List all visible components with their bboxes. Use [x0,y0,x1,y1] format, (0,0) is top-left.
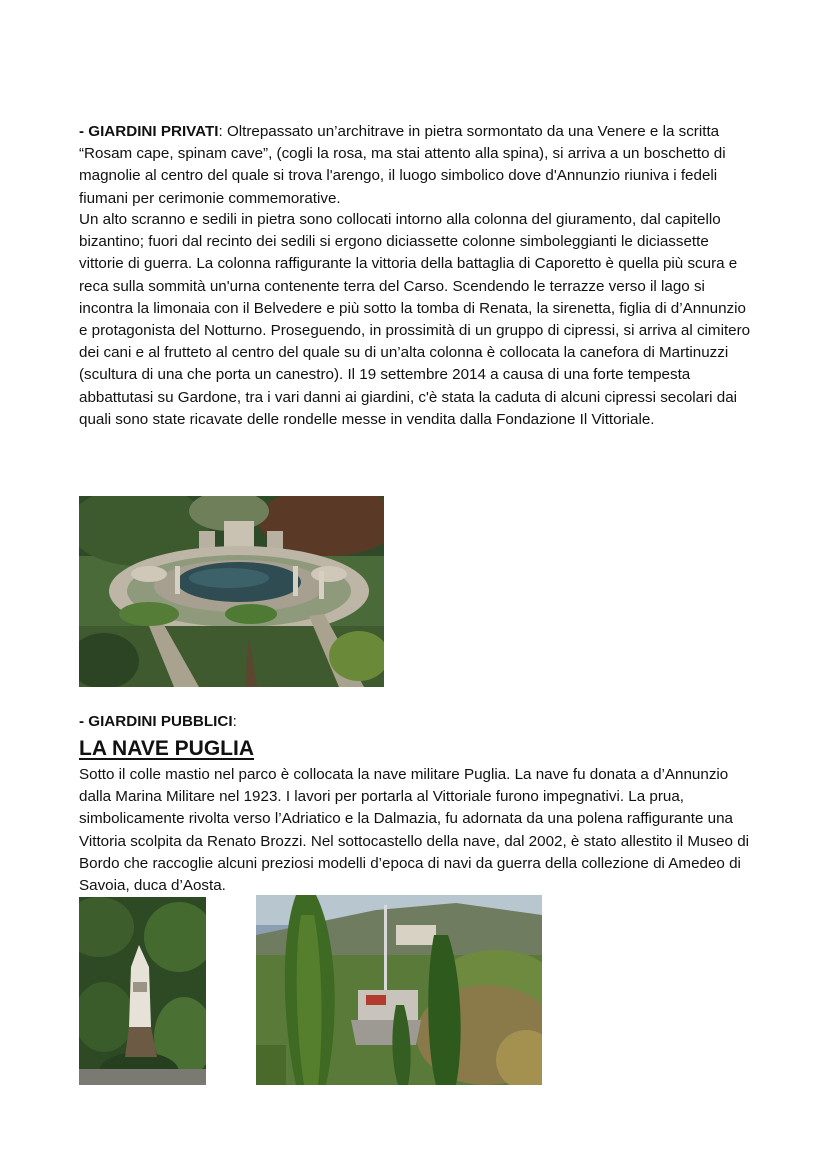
public-gardens-heading-suffix: : [232,713,237,730]
private-gardens-body: Un alto scranno e sedili in pietra sono collocati intorno alla colonna del giuramento, dal capitello bizantino; fuori dal recinto dei sedili si ergono diciassette colonne simboleggianti le diciassette vittorie di guerra. La colonna raffigurante la vittoria della battaglia di Caporetto è quella più scura e reca sulla sommità un'urna contenente terra del Carso. Scendendo le terrazze verso il lago si incontra la limonaia con il Belvedere e più sotto la tomba di Renata, la sirenetta, figlia di d’Annunzio e protagonista del Notturno. Proseguendo, in prossimità di un gruppo di cipressi, si arriva al cimitero dei cani e al frutteto al centro del quale su di un’alta colonna è collocata la canefora di Martinuzzi (scultura di una che porta un canestro). Il 19 settembre 2014 a causa di una forte tempesta abbattutasi su Gardone, tra i vari danni ai giardini, c'è stata la caduta di alcuni cipressi secolari dai quali sono state ricavate delle rondelle messe in vendita dalla Fondazione Il Vittoriale. [79,211,751,428]
ship-aerial-photo [79,897,206,1085]
garden-pool-photo [79,496,384,687]
ship-cypress-photo [256,895,542,1085]
private-gardens-heading: - GIARDINI PRIVATI [79,123,219,140]
public-gardens-heading-line [79,711,751,733]
private-gardens-intro-text: : Oltrepassato un’architrave in pietra sormontato da una Venere e la scritta “Rosam cape, spinam cave”, (cogli la rosa, ma stai attento alla spina), si arriva a un boschetto di magnolie al centro del quale si trova l'arengo, il luogo simbolico dove d'Annunzio riuniva i fedeli fiumani per cerimonie commemorative. [79,123,726,207]
private-gardens-intro [79,121,751,210]
public-gardens-heading: - GIARDINI PUBBLICI [79,713,233,730]
nave-puglia-title: LA NAVE PUGLIA [79,737,255,760]
nave-puglia-body: Sotto il colle mastio nel parco è collocata la nave militare Puglia. La nave fu donata a d’Annunzio dalla Marina Militare nel 1923. I lavori per portarla al Vittoriale furono impegnativi. La prua, simbolicamente rivolta verso l’Adriatico e la Dalmazia, fu adornata da una polena raffigurante una Vittoria scolpita da Renato Brozzi. Nel sottocastello della nave, dal 2002, è stato allestito il Museo di Bordo che raccoglie alcuni preziosi modelli d’epoca di navi da guerra della collezione di Amedeo di Savoia, duca d’Aosta. [79,766,750,895]
